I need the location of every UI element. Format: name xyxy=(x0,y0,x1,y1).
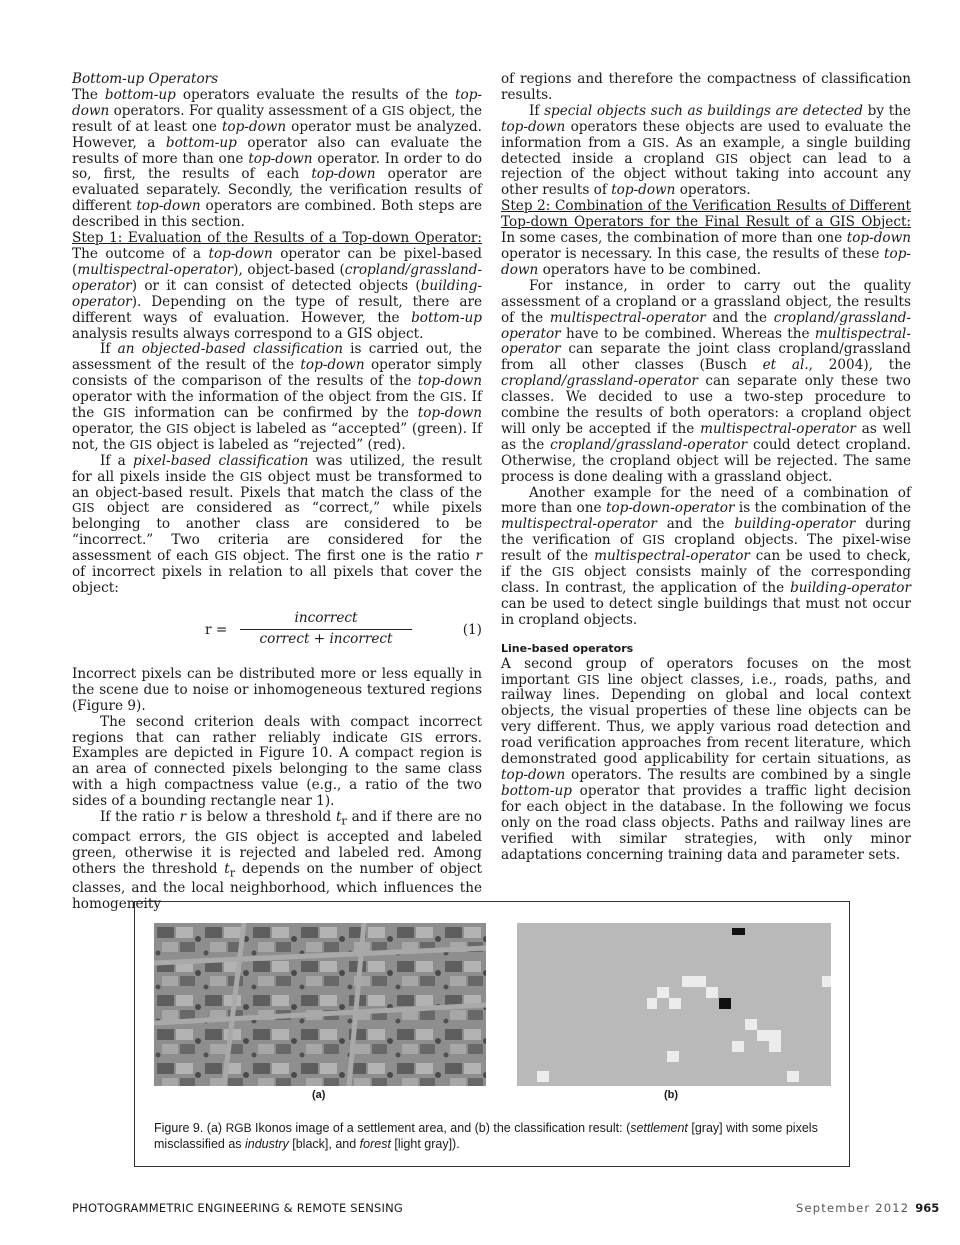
text-run: GIS xyxy=(72,501,95,516)
text-run: top-down xyxy=(300,357,365,374)
text-run: GIS xyxy=(381,103,405,118)
forest-pixel-cell xyxy=(657,987,669,998)
paragraph: The second criterion deals with compact incorrect regions that can rather reliably indicate GIS errors. Examples are depicted in Figure 10. A compact region is an area of connected pixels belonging to the same class with a high compactness value (e.g., a ratio of the two sides of a bounding rectangle near 1). xyxy=(72,713,482,810)
forest-pixel-cell xyxy=(667,1051,679,1062)
classification-result xyxy=(517,923,831,1086)
journal-name: PHOTOGRAMMETRIC ENGINEERING & REMOTE SENSING xyxy=(72,1201,404,1215)
text-run: et al. xyxy=(762,357,809,374)
text-run: bottom-up xyxy=(501,782,572,799)
equation-fraction xyxy=(240,611,412,648)
text-run: t xyxy=(224,860,230,877)
ikonos-image xyxy=(154,923,486,1086)
paragraph: Step 1: Evaluation of the Results of a Top-down Operator: The outcome of a top-down operator can be pixel-based (multispectral-operator), object-based (cropland/grassland-operator) or it can consist of detected objects (building-operator). Depending on the type of result, there are different ways of evaluation. However, the bottom-up analysis results always correspond to a GIS object. xyxy=(72,230,482,342)
text-run: top-down xyxy=(136,198,201,215)
text-run: Step 2: Combination of the Verification Results of Different Top-down Operators for the Final Result of a GIS Object: xyxy=(501,198,911,231)
text-run: building-operator xyxy=(72,277,482,310)
text-run: top-down xyxy=(248,150,313,167)
text-run: top-down xyxy=(417,373,482,390)
page-footer-right xyxy=(796,1201,939,1215)
forest-pixel-cell xyxy=(757,1030,769,1041)
text-run: GIS xyxy=(642,135,665,150)
paragraph: Another example for the need of a combination of more than one top-down-operator is the combination of the multispectral-operator and the building-operator during the verification of GIS cropland objects. The pixel-wise result of the multispectral-operator can be used to check, if the GIS object consists mainly of the corresponding class. In contrast, the application of the building-operator can be used to detect single buildings that must not occur in cropland objects. xyxy=(501,484,911,628)
text-run: multispectral-operator xyxy=(549,309,706,326)
text-run: GIS xyxy=(400,730,423,745)
text-run: top-down xyxy=(72,86,482,119)
text-run: GIS xyxy=(239,469,263,484)
forest-pixel-cell xyxy=(732,1041,744,1052)
section-heading: Line-based operators xyxy=(501,641,634,655)
text-run: bottom-up xyxy=(165,134,237,151)
equation-denominator: correct + incorrect xyxy=(259,630,393,647)
forest-pixel-cell xyxy=(694,976,706,987)
text-run: cropland/grassland-operator xyxy=(550,436,748,453)
text-run: top-down xyxy=(417,405,482,422)
text-run: RGB xyxy=(225,1121,252,1135)
issue-date: September 2012 xyxy=(796,1201,910,1215)
text-run: top-down xyxy=(501,766,566,783)
paragraph: If a pixel-based classification was utilized, the result for all pixels inside the GIS object must be transformed to an object-based result. Pixels that match the class of the GIS object are considered as “correct,” while pixels belonging to another class are considered to be “incorrect.” Two criteria are considered for the assessment of each GIS object. The first one is the ratio r of incorrect pixels in relation to all pixels that cover the object: xyxy=(72,452,483,596)
text-run: top-down xyxy=(208,245,273,262)
text-run: GIS xyxy=(166,421,189,436)
page-number: 965 xyxy=(915,1201,940,1215)
text-run: industry xyxy=(245,1137,289,1151)
text-run: GIS xyxy=(129,437,153,452)
forest-pixel-cell xyxy=(706,987,718,998)
text-run: cropland/grassland-operator xyxy=(72,261,482,294)
text-run: r xyxy=(341,813,347,828)
text-run: Step 1: Evaluation of the Results of a Top-down Operator: xyxy=(72,230,482,247)
text-run: GIS xyxy=(577,672,600,687)
text-run: multispectral-operator xyxy=(594,548,750,565)
text-run: cropland/grassland-operator xyxy=(501,373,698,390)
text-run: multispectral-operator xyxy=(700,420,856,437)
text-run: settlement xyxy=(630,1121,688,1135)
text-run: GIS xyxy=(439,390,463,405)
forest-pixel-cell xyxy=(787,1071,799,1082)
text-run: GIS xyxy=(103,406,126,421)
forest-pixel-cell xyxy=(745,1019,757,1030)
text-run: an objected-based classification xyxy=(117,341,343,358)
paragraph: Incorrect pixels can be distributed more or less equally in the scene due to noise or inhomogeneous textured regions (Figure 9). xyxy=(72,665,482,714)
left-column xyxy=(72,72,482,913)
text-run: GIS xyxy=(214,549,238,564)
text-run: bottom-up xyxy=(411,309,482,326)
forest-pixel-cell xyxy=(669,998,681,1009)
figure-caption: Figure 9. (a) RGB Ikonos image of a settlement area, and (b) the classification result: (settlement [gray] with some pixels misclassified as industry [black], and forest [light gray]). xyxy=(154,1121,818,1151)
text-run: r xyxy=(179,809,187,826)
text-run: multispectral-operator xyxy=(501,325,911,358)
text-run: building-operator xyxy=(790,580,911,596)
subfigure-label-b: (b) xyxy=(664,1089,679,1101)
paragraph: For instance, in order to carry out the quality assessment of a cropland or a grassland object, the results of the multispectral-operator and the cropland/grassland-operator have to be combined. Whereas the multispectral-operator can separate the joint class cropland/grassland from all other classes (Busch et al., 2004), the cropland/grassland-operator can separate only these two classes. We decided to use a two-step procedure to combine the results of both operators: a cropland object will only be accepted if the multispectral-operator as well as the cropland/grassland-operator could detect cropland. Otherwise, the cropland object will be rejected. The same process is done dealing with a grassland object. xyxy=(501,277,911,485)
text-run: GIS xyxy=(551,565,575,580)
section-title: Bottom-up Operators xyxy=(72,71,219,87)
text-run: top-down xyxy=(611,182,676,199)
text-run: bottom-up xyxy=(104,86,176,103)
paragraph: Step 2: Combination of the Verification Results of Different Top-down Operators for the Final Result of a GIS Object: In some cases, the combination of more than one top-down operator is necessary. In this case, the results of these top-down operators have to be combined. xyxy=(501,198,911,278)
text-run: special objects such as buildings are detected xyxy=(544,102,863,119)
text-run: top-down xyxy=(311,166,376,183)
equation-lhs: r = xyxy=(205,621,228,638)
figure-9 xyxy=(134,901,850,1167)
subfigure-label-a: (a) xyxy=(312,1089,326,1101)
paragraph: The bottom-up operators evaluate the results of the top-down operators. For quality assessment of a GIS object, the result of at least one top-down operator must be analyzed. However, a bottom-up operator also can evaluate the results of more than one top-down operator. In order to do so, first, the results of each top-down operator are evaluated separately. Secondly, the verification results of different top-down operators are combined. Both steps are described in this section. xyxy=(72,86,483,231)
text-run: multispectral-operator xyxy=(501,516,657,533)
text-run: top-down xyxy=(501,118,566,135)
text-run: r xyxy=(475,548,482,565)
paragraph: A second group of operators focuses on the most important GIS line object classes, i.e., roads, paths, and railway lines. Depending on global and local context objects, the visual properties of these line objects can be very different. Thus, we apply various road detection and road verification approaches from recent literature, which demonstrated good applicability for certain situations, as top-down operators. The results are combined by a single bottom-up operator that provides a traffic light decision for each object in the database. In the following we focus only on the road class objects. Paths and railway lines are verified with similar strategies, with only minor adaptations concerning training data and parameter sets. xyxy=(501,655,911,863)
text-run: r xyxy=(229,865,236,880)
text-run: top-down-operator xyxy=(605,500,735,517)
text-run: building-operator xyxy=(734,516,856,533)
right-column xyxy=(501,72,911,863)
forest-pixel-cell xyxy=(537,1071,549,1082)
text-run: forest xyxy=(359,1137,391,1151)
paragraph: If special objects such as buildings are detected by the top-down operators these objects are used to evaluate the information from a GIS. As an example, a single building detected inside a cropland GIS object can lead to a rejection of the object without taking into account any other results of top-down operators. xyxy=(501,102,912,199)
forest-pixel-cell xyxy=(822,976,831,987)
paragraph: of regions and therefore the compactness of classification results. xyxy=(501,71,911,103)
forest-pixel-cell xyxy=(769,1041,781,1052)
text-run: multispectral-operator xyxy=(77,261,234,278)
paragraph: If the ratio r is below a threshold $t_r$ and if there are no compact errors, the GIS object is accepted and labeled green, otherwise it is rejected and labeled red. Among others the threshold $t_r$ depends on the number of object classes, and the local neighborhood, which influences the homogeneity xyxy=(72,809,483,913)
equation-number: (1) xyxy=(462,621,482,638)
text-run: GIS xyxy=(225,829,248,844)
text-run: pixel-based classification xyxy=(133,452,309,469)
equation-numerator: incorrect xyxy=(240,611,412,630)
forest-pixel-cell xyxy=(682,976,694,987)
text-run: GIS xyxy=(715,151,739,166)
text-run: top-down xyxy=(501,245,911,278)
forest-pixel-cell xyxy=(647,998,657,1009)
text-run: cropland/grassland-operator xyxy=(501,309,911,342)
industry-pixel-cell xyxy=(732,928,745,935)
text-run: GIS xyxy=(642,533,665,548)
text-run: top-down xyxy=(221,118,287,135)
text-run: t xyxy=(335,809,342,826)
industry-pixel-cell xyxy=(719,998,731,1009)
equation xyxy=(72,611,482,655)
text-run: top-down xyxy=(846,230,911,247)
paragraph: If an objected-based classification is carried out, the assessment of the result of the top-down operator simply consists of the comparison of the results of the top-down operator with the information of the object from the GIS. If the GIS information can be confirmed by the top-down operator, the GIS object is labeled as “accepted” (green). If not, the GIS object is labeled as “rejected” (red). xyxy=(72,341,482,453)
forest-pixel-cell xyxy=(769,1030,781,1041)
